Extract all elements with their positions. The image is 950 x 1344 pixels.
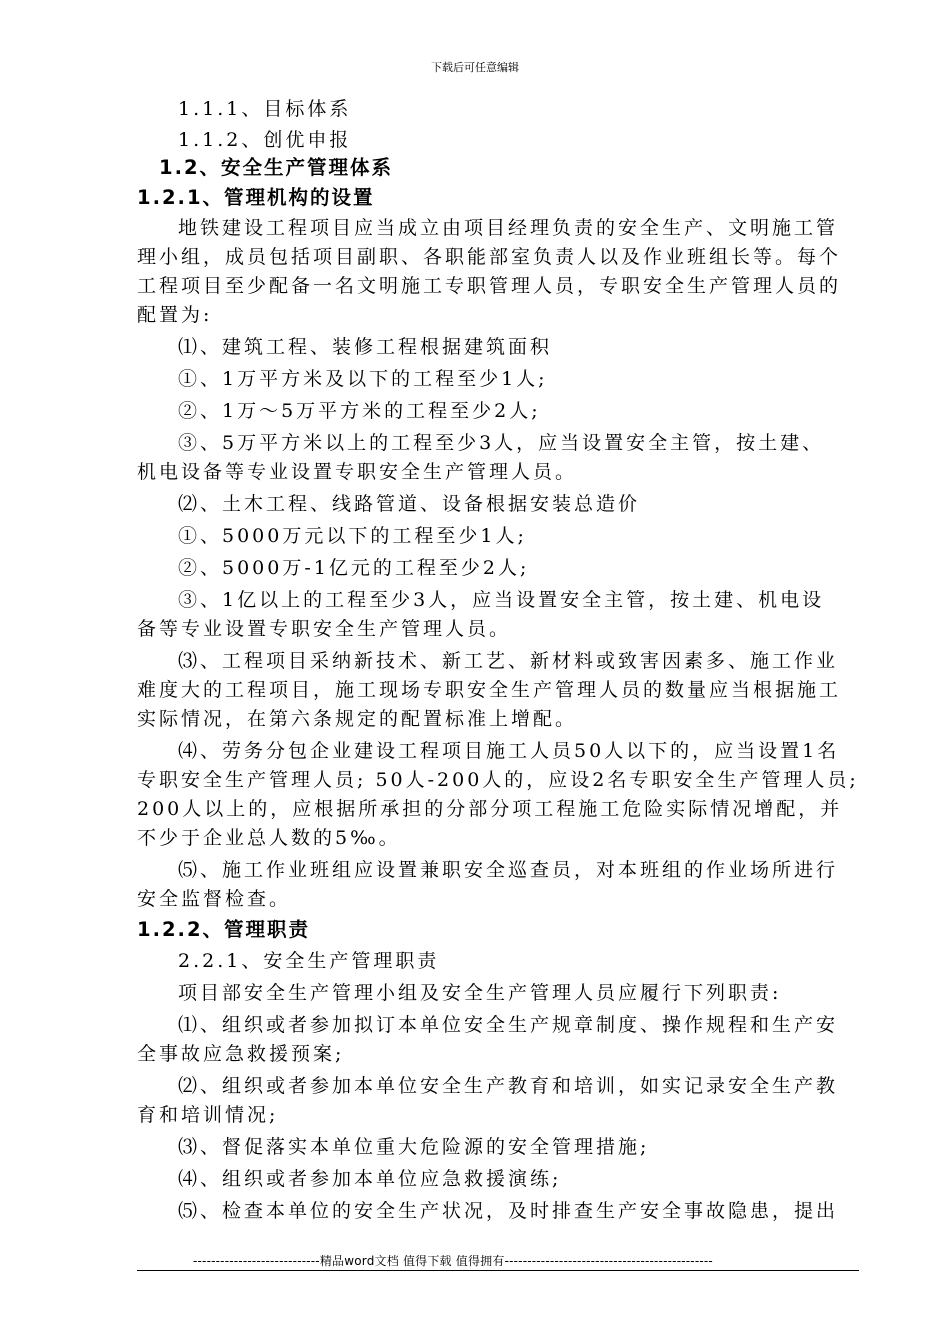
list-item: 全事故应急救援预案; [137,1043,345,1065]
paragraph-line: 配置为: [137,304,213,326]
subsection-item: 1.1.2、创优申报 [178,129,352,151]
section-heading: 1.2、安全生产管理体系 [159,156,394,179]
list-item: ①、5000万元以下的工程至少1人; [178,525,527,547]
subsection-heading: 1.2.2、管理职责 [137,918,311,941]
list-item: ②、1万～5万平方米的工程至少2人; [178,400,541,422]
list-item: 难度大的工程项目，施工现场专职安全生产管理人员的数量应当根据施工 [137,679,842,701]
footer-rule [137,1270,859,1271]
list-item: ②、5000万-1亿元的工程至少2人; [178,557,530,579]
list-item: ⑶、工程项目采纳新技术、新工艺、新材料或致害因素多、施工作业 [178,650,839,672]
list-item: ⑵、组织或者参加本单位安全生产教育和培训，如实记录安全生产教 [178,1075,839,1097]
subsection-item: 1.1.1、目标体系 [178,98,352,120]
list-item: 机电设备等专业设置专职安全生产管理人员。 [137,461,578,483]
list-item: ⑸、检查本单位的安全生产状况，及时排查生产安全事故隐患，提出 [178,1200,839,1222]
list-item: ⑸、施工作业班组应设置兼职安全巡查员，对本班组的作业场所进行 [178,859,839,881]
footer-text: ----------------------------精品word文档 值得下载 值得拥有---------------------------------------------- [193,1254,713,1268]
list-item: 安全监督检查。 [137,888,292,910]
list-item: ③、1亿以上的工程至少3人，应当设置安全主管，按土建、机电设 [178,589,825,611]
list-item: ①、1万平方米及以下的工程至少1人; [178,368,548,390]
paragraph-line: 理小组，成员包括项目副职、各职能部室负责人以及作业班组长等。每个 [137,246,842,268]
header-note: 下载后可任意编辑 [431,61,519,74]
list-item: ⑷、劳务分包企业建设工程项目施工人员50人以下的，应当设置1名 [178,740,840,762]
list-item: ③、5万平方米以上的工程至少3人，应当设置安全主管，按土建、 [178,432,825,454]
list-item: ⑴、组织或者参加拟订本单位安全生产规章制度、操作规程和生产安 [178,1014,839,1036]
paragraph-line: 工程项目至少配备一名文明施工专职管理人员，专职安全生产管理人员的 [137,275,842,297]
list-item: 育和培训情况; [137,1104,279,1126]
list-item: 专职安全生产管理人员; 50人-200人的，应设2名专职安全生产管理人员; [137,769,859,791]
paragraph-line: 项目部安全生产管理小组及安全生产管理人员应履行下列职责: [178,982,782,1004]
list-item: 备等专业设置专职安全生产管理人员。 [137,618,512,640]
paragraph-line: 地铁建设工程项目应当成立由项目经理负责的安全生产、文明施工管 [178,217,839,239]
list-item: 实际情况，在第六条规定的配置标准上增配。 [137,708,578,730]
list-item: 不少于企业总人数的5‰。 [137,827,401,849]
subsection-heading: 1.2.1、管理机构的设置 [137,186,375,209]
list-item: ⑵、土木工程、线路管道、设备根据安装总造价 [178,493,641,515]
list-item: ⑶、督促落实本单位重大危险源的安全管理措施; [178,1136,650,1158]
subsection-item: 2.2.1、安全生产管理职责 [178,950,440,972]
list-item: ⑴、建筑工程、装修工程根据建筑面积 [178,336,553,358]
list-item: 200人以上的，应根据所承担的分部分项工程施工危险实际情况增配，并 [137,798,843,820]
list-item: ⑷、组织或者参加本单位应急救援演练; [178,1168,562,1190]
